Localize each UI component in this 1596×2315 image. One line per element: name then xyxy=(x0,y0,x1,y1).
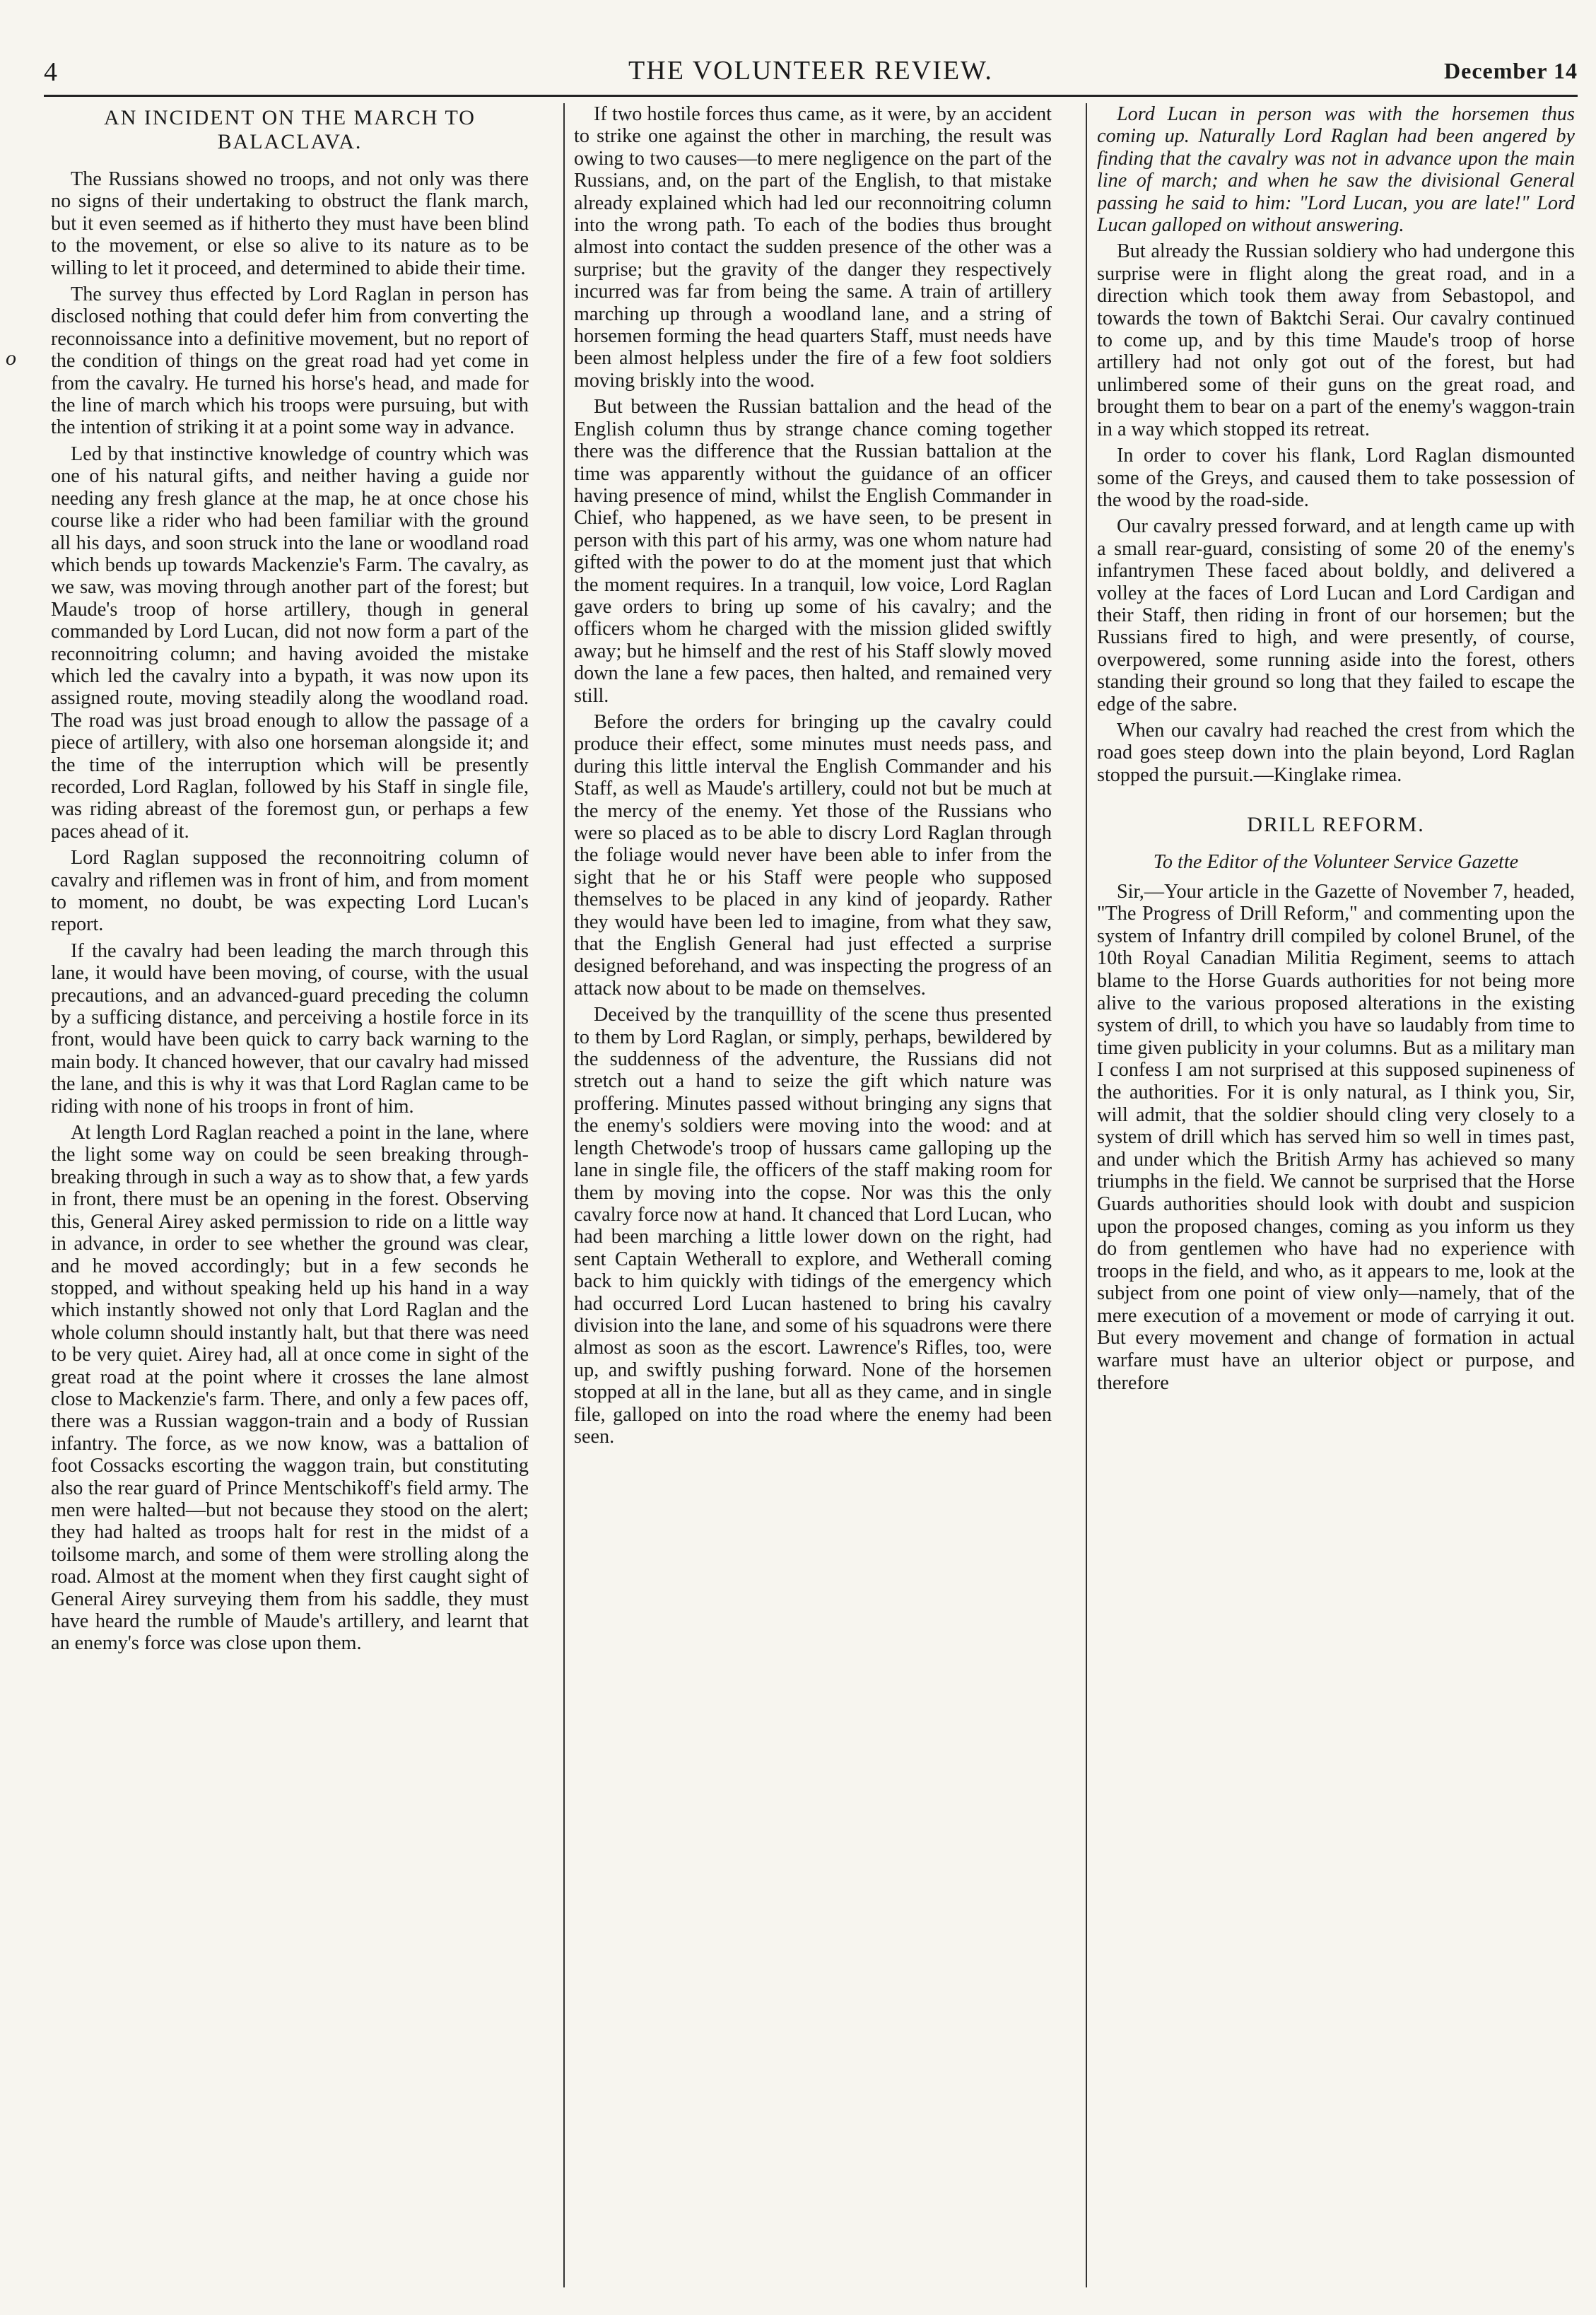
column-3 xyxy=(1097,103,1575,2280)
page-number: 4 xyxy=(44,57,58,87)
letter-body: Sir,—Your article in the Gazette of November 7, headed, "The Progress of Drill Reform," and commenting upon the system of Infantry drill compiled by colonel Brunel, of the 10th Royal Canadian Militia Regiment, seems to attach blame to the Horse Guards authorities for not being more alive to the various proposed alterations in the existing system of drill, to which you have so laudably from time to time given publicity in your columns. But as a military man I confess I am not surprised at this supposed supineness of the authorities. For it is only natural, as I think you, Sir, will admit, that the soldier should cling very closely to a system of drill which has served him so well in times past, and under which the British Army has achieved so many triumphs in the field. We cannot be surprised that the Horse Guards authorities should look with doubt and suspicion upon the proposed changes, coming as you inform us they do from gentlemen who have had no experience with troops in the field, and who, as it appears to me, look at the subject from one point of view only—namely, that of the mere execution of a movement or mode of carrying it out. But every movement and change of formation in actual warfare must have an ulterior object or purpose, and therefore xyxy=(1097,880,1575,1394)
paragraph: If the cavalry had been leading the march through this lane, it would have been moving, of course, with the usual precautions, and an advanced-guard preceding the column by a sufficing distance, and perceiving a hostile force in its front, would have been quick to carry back warning to the main body. It chanced however, that our cavalry had missed the lane, and this is why it was that Lord Raglan came to be riding with none of his troops in front of him. xyxy=(51,939,529,1118)
column-1 xyxy=(51,103,529,2280)
column-2 xyxy=(574,103,1052,2280)
paragraph: The survey thus effected by Lord Raglan in person has disclosed nothing that could defer him from converting the reconnoissance into a definitive movement, but no report of the condition of things on the great road had yet come in from the cavalry. He turned his horse's head, and made for the line of march which his troops were pursuing, but with the intention of striking it at a point some way in advance. xyxy=(51,283,529,439)
paragraph: When our cavalry had reached the crest from which the road goes steep down into the plain beyond, Lord Raglan stopped the pursuit.—Kinglake rimea. xyxy=(1097,719,1575,786)
letter-salutation: To the Editor of the Volunteer Service Gazette xyxy=(1153,851,1519,874)
paragraph: But already the Russian soldiery who had undergone this surprise were in flight along the great road, and in a direction which took them away from Sebastopol, and towards the town of Baktchi Serai. Our cavalry continued to come up, and by this time Maude's troop of horse artillery had not only got out of the forest, but had unlimbered some of their guns on the great road, and brought them to bear on a part of the enemy's waggon-train in a way which stopped its retreat. xyxy=(1097,240,1575,440)
column-divider-2 xyxy=(1086,103,1087,2287)
paragraph: The Russians showed no troops, and not only was there no signs of their undertaking to obstruct the flank march, but it even seemed as if hitherto they must have been blind to the movement, or else so alive to its nature as to be willing to let it proceed, and determined to abide their time. xyxy=(51,168,529,279)
paragraph: Our cavalry pressed forward, and at length came up with a small rear-guard, consisting of some 20 of the enemy's infantrymen These faced about boldly, and delivered a volley at the faces of Lord Lucan and Lord Cardigan and their Staff, then riding in front of our horsemen; but the Russians fired to high, and were presently, of course, overpowered, some running aside into the forest, others standing their ground so long that they failed to escape the edge of the sabre. xyxy=(1097,515,1575,715)
paragraph: In order to cover his flank, Lord Raglan dismounted some of the Greys, and caused them to take possession of the wood by the road-side. xyxy=(1097,445,1575,511)
paragraph: Deceived by the tranquillity of the scene thus presented to them by Lord Raglan, or simply, perhaps, bewildered by the suddenness of the adventure, the Russians did not stretch out a hand to seize the gift which nature was proffering. Minutes passed without bringing any signs that the enemy's soldiers were moving into the wood: and at length Chetwode's troop of hussars came galloping up the lane in single file, the officers of the staff making room for them by moving into the copse. Nor was this the only cavalry force now at hand. It chanced that Lord Lucan, who had been marching a little lower down on the right, had sent Captain Wetherall to explore, and Wetherall coming back to him quickly with tidings of the emergency which had occurred Lord Lucan hastened to bring his cavalry division into the lane, and some of his squadrons were there almost as soon as the escort. Lawrence's Rifles, too, were up, and swiftly pushing forward. None of the horsemen stopped at all in the lane, but all as they came, and in single file, galloped on into the road where the enemy had been seen. xyxy=(574,1004,1052,1448)
article-title-drill-reform: DRILL REFORM. xyxy=(1247,813,1425,837)
paragraph: But between the Russian battalion and the head of the English column thus by strange chance coming together there was the difference that the Russian battalion at the time was apparently without the guidance of an officer having presence of mind, whilst the English Commander in Chief, who happened, as we have seen, to be present in person with this part of his army, was one whom nature had gifted with the power to do at the moment just that which the moment requires. In a tranquil, low voice, Lord Raglan gave orders to bring up some of his cavalry; and the officers whom he charged with the mission glided swiftly away; but he himself and the rest of his Staff slowly moved down the lane a few paces, then halted, and remained very still. xyxy=(574,396,1052,707)
paragraph: Led by that instinctive knowledge of country which was one of his natural gifts, and neither having a guide nor needing any fresh glance at the map, he at once chose his course like a rider who had been familiar with the ground all his days, and soon struck into the lane or woodland road which bends up towards Mackenzie's Farm. The cavalry, as we saw, was moving through another part of the forest; but Maude's troop of horse artillery, though in general commanded by Lord Lucan, did not now form a part of the reconnoitring column; and having avoided the mistake which led the cavalry into a bypath, it was now upon its assigned route, moving steadily along the woodland road. The road was just broad enough to allow the passage of a piece of artillery, with also one horseman alongside it; and the time of the interruption which will be presently recorded, Lord Raglan, followed by his Staff in single file, was riding abreast of the foremost gun, or perhaps a few paces ahead of it. xyxy=(51,443,529,843)
paragraph: Lord Raglan supposed the reconnoitring column of cavalry and riflemen was in front of him, and from moment to moment, no doubt, be was expecting Lord Lucan's report. xyxy=(51,847,529,936)
header-rule xyxy=(44,95,1578,97)
article-title-balaclava: AN INCIDENT ON THE MARCH TO BALACLAVA. xyxy=(104,106,476,153)
margin-mark: o xyxy=(6,346,16,370)
issue-date: December 14 xyxy=(1444,58,1578,83)
paragraph: If two hostile forces thus came, as it were, by an accident to strike one against the other in marching, the result was owing to two causes—to mere negligence on the part of the Russians, and, on the part of the English, to that mistake already explained which had led our reconnoitring column into the wrong path. To each of the bodies thus brought almost into contact the sudden presence of the other was a surprise; but the gravity of the danger they respectively incurred was far from being the same. A train of artillery marching up through a woodland lane, and a string of horsemen forming the head quarters Staff, must needs have been almost helpless under the fire of a few foot soldiers moving briskly into the wood. xyxy=(574,103,1052,392)
page-header xyxy=(44,52,1578,95)
column-divider-1 xyxy=(563,103,565,2287)
masthead-title: THE VOLUNTEER REVIEW. xyxy=(628,56,993,86)
paragraph: Before the orders for bringing up the cavalry could produce their effect, some minutes must needs pass, and during this little interval the English Commander and his Staff, as well as Maude's artillery, could not but be much at the mercy of the enemy. Yet those of the Russians who were so placed as to be able to discry Lord Raglan through the foliage would never have been able to infer from the sight that he or his Staff were people who supposed themselves to be placed in any kind of jeopardy. Rather they would have been led to imagine, from what they saw, that the English General had just effected a surprise designed beforehand, and was inspecting the progress of an attack now about to be made on themselves. xyxy=(574,710,1052,1000)
paragraph: At length Lord Raglan reached a point in the lane, where the light some way on could be seen breaking through-breaking through in such a way as to show that, a few yards in front, there must be an opening in the forest. Observing this, General Airey asked permission to ride on a little way in advance, in order to see whether the ground was clear, and he moved accordingly; but in a few seconds he stopped, and without speaking held up his hand in a way which instantly showed not only that Lord Raglan and the whole column should instantly halt, but that there was need to be very quiet. Airey had, all at once come in sight of the great road at the point where it crosses the lane almost close to Mackenzie's farm. There, and only a few paces off, there was a Russian waggon-train and a body of Russian infantry. The force, as we now know, was a battalion of foot Cossacks escorting the waggon train, but constituting also the rear guard of Prince Mentschikoff's field army. The men were halted—but not because they stood on the alert; they had halted as troops halt for rest in the midst of a toilsome march, and some of them were strolling along the road. Almost at the moment when they first caught sight of General Airey surveying them from his saddle, they must have heard the rumble of Maude's artillery, and learnt that an enemy's force was close upon them. xyxy=(51,1122,529,1655)
paragraph: Lord Lucan in person was with the horsemen thus coming up. Naturally Lord Raglan had been angered by finding that the cavalry was not in advance upon the main line of march; and when he saw the divisional General passing he said to him: "Lord Lucan, you are late!" Lord Lucan galloped on without answering. xyxy=(1097,103,1575,237)
